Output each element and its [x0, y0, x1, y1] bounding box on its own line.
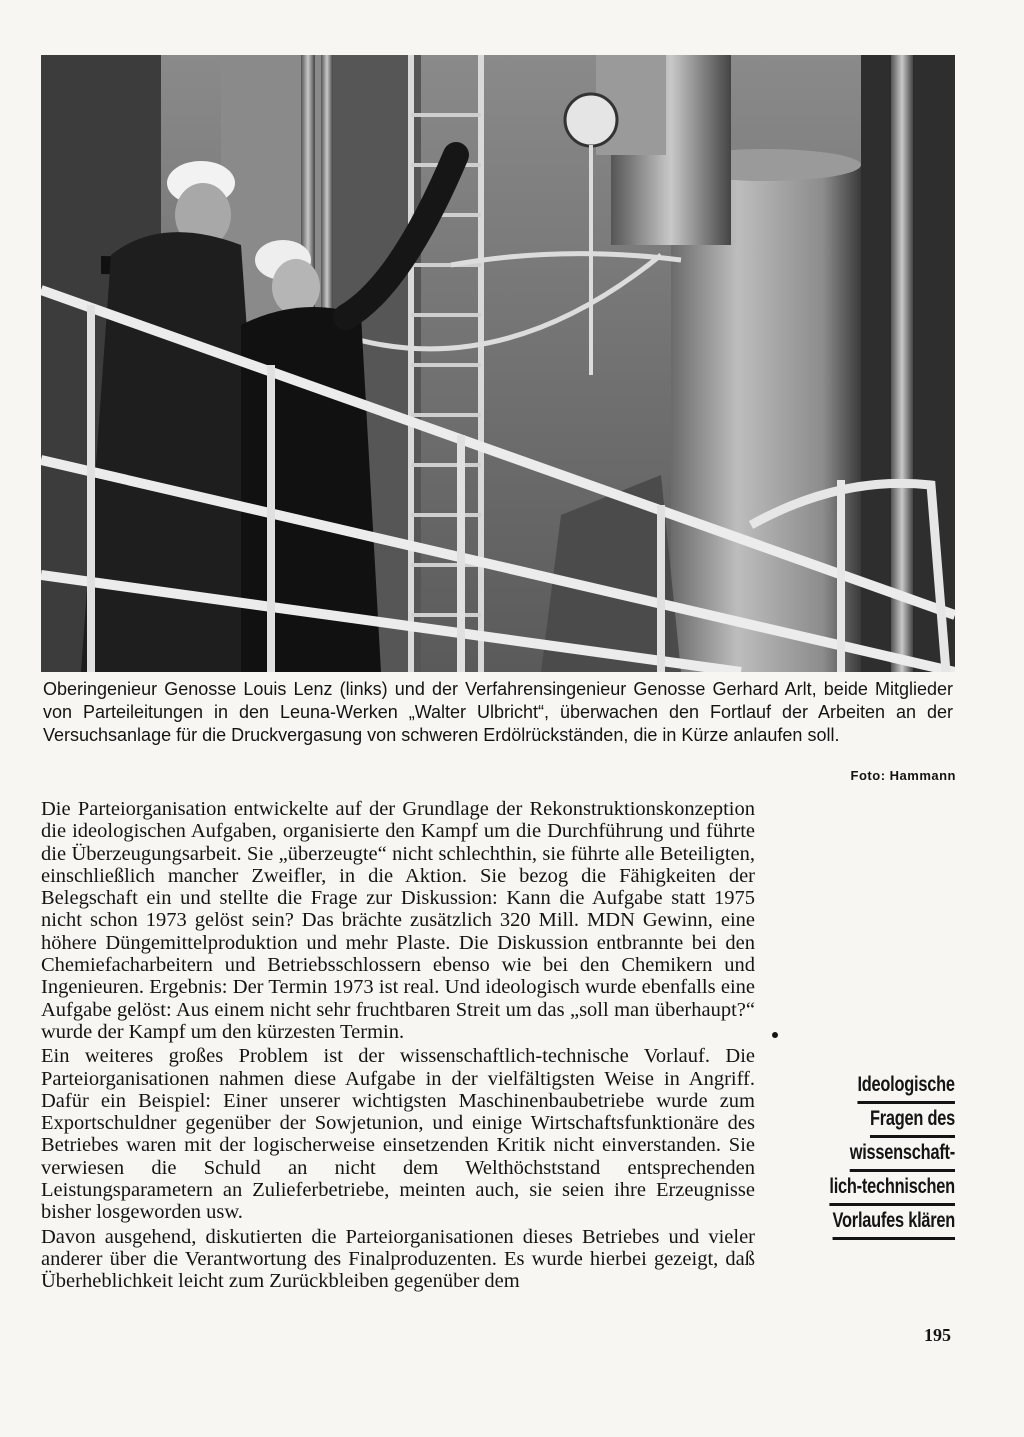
margin-bullet: [772, 1032, 778, 1038]
marginal-heading-line: lich-technischen: [829, 1175, 955, 1206]
page-number: 195: [924, 1325, 951, 1345]
marginal-heading-line: Ideologische: [858, 1073, 955, 1104]
marginal-heading-line: Vorlaufes klären: [832, 1209, 955, 1240]
article-body: [41, 798, 755, 1295]
photo-credit: Foto: Hammann: [850, 768, 956, 783]
paragraph: Ein weiteres großes Problem ist der wissenschaftlich-technische Vorlauf. Die Parteiorganisationen nahmen diese Aufgabe in der vielfältigsten Weise in Angriff. Dafür ein Beispiel: Einer unserer wichtigsten Maschinenbaubetriebe wurde zum Exportschuldner gegenüber der Sowjetunion, und einige Wirtschaftsfunktionäre des Betriebes waren mit der logischerweise einsetzenden Kritik nicht einverstanden. Sie verwiesen die Schuld an nicht dem Welthöchststand entsprechenden Leistungsparametern an Zulieferbetriebe, meinten auch, sie seien ihre Erzeugnisse bisher losgeworden usw.: [41, 1045, 755, 1224]
photo-caption: Oberingenieur Genosse Louis Lenz (links) und der Verfahrensingenieur Genosse Gerhard Arlt, beide Mitglieder von Parteileitungen in den Leuna-Werken „Walter Ulbricht“, überwachen den Fortlauf der Arbeiten an der Versuchsanlage für die Druckvergasung von schweren Erdölrückständen, die in Kürze anlaufen soll.: [43, 679, 953, 745]
paragraph: Die Parteiorganisation entwickelte auf der Grundlage der Rekonstruktionskonzeption die ideologischen Aufgaben, organisierte den Kampf um die Durchführung und führte die Überzeugungsarbeit. Sie „überzeugte“ nicht schlechthin, sie führte alle Beteiligten, einschließlich mancher Zweifler, in die Aktion. Sie bezog die Fähigkeiten der Belegschaft ein und stellte die Frage zur Diskussion: Kann die Aufgabe statt 1975 nicht schon 1973 gelöst sein? Das brächte zusätzlich 320 Mill. MDN Gewinn, eine höhere Düngemittelproduktion und mehr Plaste. Die Diskussion entbrannte bei den Chemiefacharbeitern und Betriebsschlossern ebenso wie bei den Chemikern und Ingenieuren. Ergebnis: Der Termin 1973 ist real. Und ideologisch wurde ebenfalls eine Aufgabe gelöst: Aus einem nicht sehr fruchtbaren Streit um das „soll man überhaupt?“ wurde der Kampf um den kürzesten Termin.: [41, 798, 755, 1043]
paragraph: Davon ausgehend, diskutierten die Parteiorganisationen dieses Betriebes und vieler anderer über die Verantwortung des Finalproduzenten. Es wurde hierbei gezeigt, daß Überheblichkeit leicht zum Zurückbleiben gegenüber dem: [41, 1225, 755, 1293]
photograph: [41, 55, 955, 672]
photo-of-engineers-icon: [41, 55, 955, 672]
marginal-heading: [782, 1073, 955, 1243]
marginal-heading-line: Fragen des: [870, 1107, 955, 1138]
marginal-heading-line: wissenschaft-: [850, 1141, 955, 1172]
